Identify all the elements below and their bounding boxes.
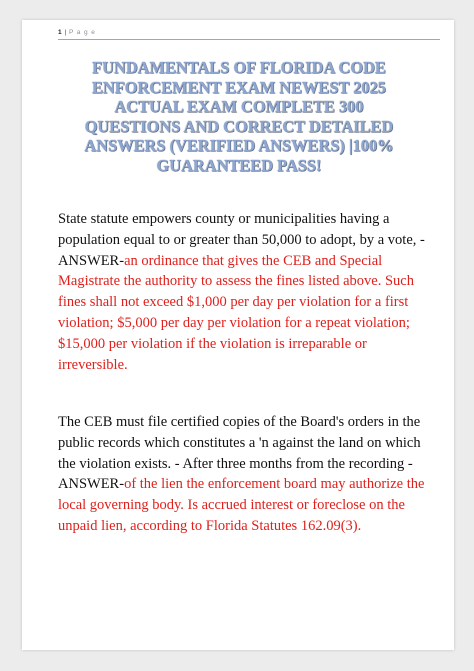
answer-text: of the lien the enforcement board may authorize the local governing body. Is accrued interest or foreclose on the unpaid lien, according to Florida Statutes 162.09(3). (58, 476, 425, 534)
question-text: State statute empowers county or municipalities having a population equal to or greater than 50,000 to adopt, by a vote, - ANSWER- (58, 211, 425, 269)
qa-item (58, 412, 430, 537)
answer-text: an ordinance that gives the CEB and Special Magistrate the authority to assess the fines listed above. Such fines shall not exceed $1,000 per day per violation for a first violation; $5,000 per day per violation for a repeat violation; $15,000 per violation if the violation is irreparable or irreversible. (58, 252, 414, 373)
page-header (58, 29, 440, 40)
document-page (22, 20, 454, 650)
qa-item (58, 209, 430, 375)
question-text: The CEB must file certified copies of the Board's orders in the public records which constitutes a 'n against the land on which the violation exists. - After three months from the recording - ANSWER- (58, 414, 421, 493)
document-title: FUNDAMENTALS OF FLORIDA CODE ENFORCEMENT EXAM NEWEST 2025 ACTUAL EXAM COMPLETE 300 QUESTIONS AND CORRECT DETAILED ANSWERS (VERIFIED ANSWERS) |100% GUARANTEED PASS! (84, 58, 394, 175)
header-separator: | (64, 29, 67, 36)
page-number: 1 (58, 29, 62, 36)
page-label: P a g e (68, 29, 96, 36)
